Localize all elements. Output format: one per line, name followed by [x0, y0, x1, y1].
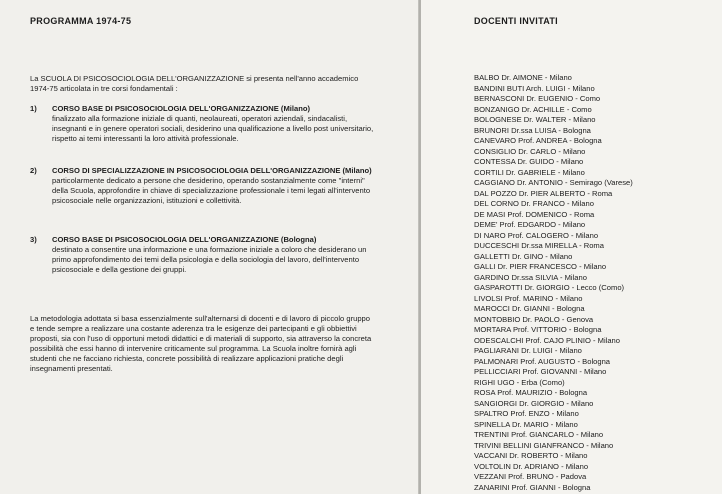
- course-title: CORSO BASE DI PSICOSOCIOLOGIA DELL'ORGANIZZAZIONE (Bologna): [52, 235, 317, 244]
- teacher-entry: PALMONARI Prof. AUGUSTO - Bologna: [474, 356, 611, 366]
- teacher-entry: PELLICCIARI Prof. GIOVANNI - Milano: [474, 367, 607, 376]
- teacher-entry: CANEVARO Prof. ANDREA - Bologna: [474, 136, 602, 145]
- teachers-list: [474, 73, 633, 493]
- teacher-entry: BANDINI BUTI Arch. LUIGI - Milano: [474, 83, 595, 93]
- course-number: 2): [30, 166, 37, 175]
- teacher-entry: BONZANIGO Dr. ACHILLE - Como: [474, 104, 592, 114]
- teacher-entry: MORTARA Prof. VITTORIO - Bologna: [474, 325, 602, 334]
- teacher-entry: DEME' Prof. EDGARDO - Milano: [474, 220, 586, 229]
- teacher-entry: MAROCCI Dr. GIANNI - Bologna: [474, 304, 585, 313]
- teacher-entry: SPINELLA Dr. MARIO - Milano: [474, 419, 578, 429]
- program-header: PROGRAMMA 1974-75: [30, 16, 132, 26]
- course-title: CORSO BASE DI PSICOSOCIOLOGIA DELL'ORGANIZZAZIONE (Milano): [52, 104, 311, 113]
- teacher-entry: VOLTOLIN Dr. ADRIANO - Milano: [474, 461, 589, 471]
- teacher-entry: ODESCALCHI Prof. CAJO PLINIO - Milano: [474, 335, 621, 345]
- course-description: particolarmente dedicato a persone che desiderino, operando sostanzialmente come "interni" della Scuola, approfondire in chiave di specializzazione professionale i temi legati all'intervento psicosociale nelle organizzazioni, istituzioni e collettività.: [52, 176, 371, 205]
- teacher-entry: VACCANI Dr. ROBERTO - Milano: [474, 451, 588, 460]
- teacher-entry: GALLI Dr. PIER FRANCESCO - Milano: [474, 262, 607, 271]
- intro-paragraph: La SCUOLA DI PSICOSOCIOLOGIA DELL'ORGANIZZAZIONE si presenta nell'anno accademico 1974-75 articolata in tre corsi fondamentali :: [30, 74, 359, 93]
- teacher-entry: ROSA Prof. MAURIZIO - Bologna: [474, 388, 588, 397]
- teacher-entry: GALLETTI Dr. GINO - Milano: [474, 251, 573, 261]
- methodology-paragraph: La metodologia adottata si basa essenzialmente sull'alternarsi di docenti e di lavoro di piccolo gruppo e tende sempre a realizzare una costante aderenza tra le esigenze dei partecipanti e gli obbiettivi proposti, sia con l'uso di opportuni metodi didattici e di materiali di supporto, sia attraverso la concreta possibilità che essi hanno di intervenire criticamente sul programma. La Scuola inoltre fornirà agli studenti che ne facciano richiesta, concrete possibilità di realizzare applicazioni pratiche degli insegnamenti presentati.: [30, 314, 372, 374]
- teacher-entry: RIGHI UGO - Erba (Como): [474, 377, 565, 387]
- teacher-entry: VEZZANI Prof. BRUNO - Padova: [474, 472, 587, 481]
- course-body: [52, 166, 375, 206]
- course-title: CORSO DI SPECIALIZZAZIONE IN PSICOSOCIOLOGIA DELL'ORGANIZZAZIONE (Milano): [52, 166, 372, 175]
- teacher-entry: TRIVINI BELLINI GIANFRANCO - Milano: [474, 440, 614, 450]
- teacher-entry: SANGIORGI Dr. GIORGIO - Milano: [474, 398, 594, 408]
- course-item: [30, 235, 375, 275]
- teacher-entry: TRENTINI Prof. GIANCARLO - Milano: [474, 430, 604, 439]
- teacher-entry: DUCCESCHI Dr.ssa MIRELLA - Roma: [474, 241, 604, 250]
- teacher-entry: BALBO Dr. AIMONE - Milano: [474, 73, 572, 82]
- teachers-header: DOCENTI INVITATI: [474, 16, 558, 26]
- teacher-entry: GARDINO Dr.ssa SILVIA - Milano: [474, 272, 587, 282]
- course-body: [52, 104, 375, 144]
- teacher-entry: LIVOLSI Prof. MARINO - Milano: [474, 293, 583, 303]
- teacher-entry: DAL POZZO Dr. PIER ALBERTO - Roma: [474, 188, 613, 198]
- teacher-entry: MONTOBBIO Dr. PAOLO - Genova: [474, 314, 594, 324]
- teacher-entry: ZANARINI Prof. GIANNI - Bologna: [474, 482, 591, 492]
- course-number: 3): [30, 235, 37, 244]
- course-item: [30, 104, 375, 144]
- teacher-entry: CONSIGLIO Dr. CARLO - Milano: [474, 146, 586, 156]
- course-item: [30, 166, 375, 206]
- teacher-entry: SPALTRO Prof. ENZO - Milano: [474, 409, 579, 418]
- teacher-entry: BERNASCONI Dr. EUGENIO - Como: [474, 94, 601, 103]
- course-description: destinato a consentire una informazione e una formazione iniziale a coloro che desiderano un primo approfondimento dei temi della psicologia e della sociologia del lavoro, dell'intervento psicosociale e della gestione dei gruppi.: [52, 245, 367, 274]
- teacher-entry: BRUNORI Dr.ssa LUISA - Bologna: [474, 125, 591, 135]
- teacher-entry: DEL CORNO Dr. FRANCO - Milano: [474, 199, 594, 208]
- teacher-entry: DE MASI Prof. DOMENICO - Roma: [474, 209, 595, 219]
- teacher-entry: GASPAROTTI Dr. GIORGIO - Lecco (Como): [474, 283, 625, 292]
- course-body: [52, 235, 375, 275]
- teacher-entry: CORTILI Dr. GABRIELE - Milano: [474, 167, 585, 177]
- teacher-entry: CAGGIANO Dr. ANTONIO - Semirago (Varese): [474, 178, 633, 187]
- course-number: 1): [30, 104, 37, 113]
- teacher-entry: PAGLIARANI Dr. LUIGI - Milano: [474, 346, 582, 355]
- teacher-entry: BOLOGNESE Dr. WALTER - Milano: [474, 115, 596, 124]
- right-page: [421, 0, 722, 494]
- teacher-entry: DI NARO Prof. CALOGERO - Milano: [474, 230, 599, 240]
- course-description: finalizzato alla formazione iniziale di quanti, neolaureati, operatori aziendali, sindacalisti, insegnanti e in genere operatori sociali, desiderino una qualificazione a livello post universitario, rispetto ai temi interessanti la loro attività professionale.: [52, 114, 374, 143]
- teacher-entry: CONTESSA Dr. GUIDO - Milano: [474, 157, 584, 166]
